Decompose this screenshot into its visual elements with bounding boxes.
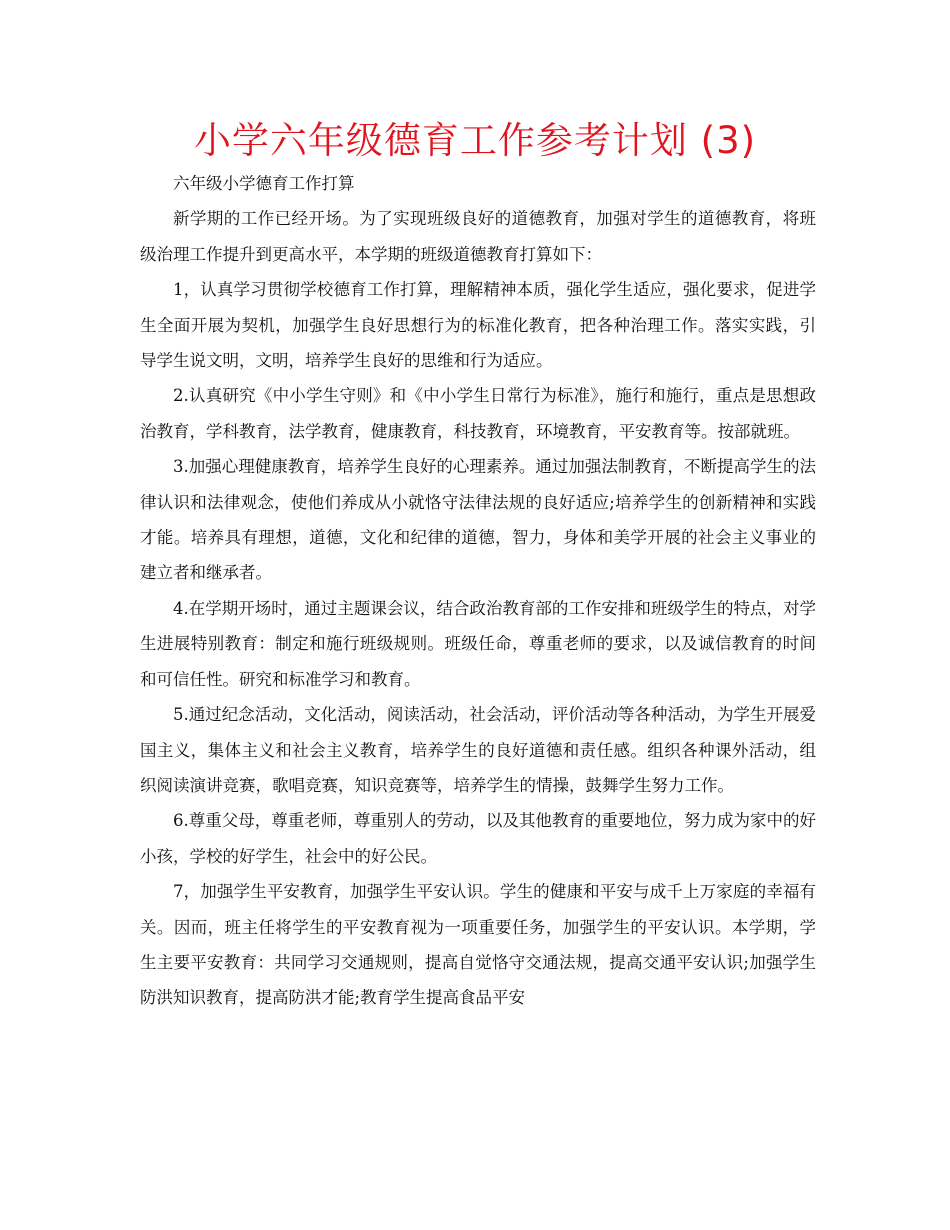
document-body — [140, 166, 816, 1016]
paragraph-item-4: 4.在学期开场时，通过主题课会议，结合政治教育部的工作安排和班级学生的特点，对学生进展特别教育：制定和施行班级规则。班级任命，尊重老师的要求，以及诚信教育的时间和可信任性。研究和标准学习和教育。 — [140, 598, 816, 689]
paragraph-subtitle: 六年级小学德育工作打算 — [173, 174, 355, 193]
paragraph-item-3: 3.加强心理健康教育，培养学生良好的心理素养。通过加强法制教育，不断提高学生的法律认识和法律观念，使他们养成从小就恪守法律法规的良好适应;培养学生的创新精神和实践才能。培养具有理想，道德，文化和纪律的道德，智力，身体和美学开展的社会主义事业的建立者和继承者。 — [140, 457, 816, 583]
document-title: 小学六年级德育工作参考计划 (3) — [193, 119, 757, 162]
paragraph-item-7: 7，加强学生平安教育，加强学生平安认识。学生的健康和平安与成千上万家庭的幸福有关。因而，班主任将学生的平安教育视为一项重要任务，加强学生的平安认识。本学期，学生主要平安教育：共同学习交通规则，提高自觉恪守交通法规，提高交通平安认识;加强学生防洪知识教育，提高防洪才能;教育学生提高食品平安 — [140, 882, 816, 1008]
paragraph-item-2: 2.认真研究《中小学生守则》和《中小学生日常行为标准》，施行和施行，重点是思想政治教育，学科教育，法学教育，健康教育，科技教育，环境教育，平安教育等。按部就班。 — [140, 386, 816, 441]
paragraph-item-6: 6.尊重父母，尊重老师，尊重别人的劳动，以及其他教育的重要地位，努力成为家中的好小孩，学校的好学生，社会中的好公民。 — [140, 811, 816, 866]
paragraph-item-1: 1，认真学习贯彻学校德育工作打算，理解精神本质，强化学生适应，强化要求，促进学生全面开展为契机，加强学生良好思想行为的标准化教育，把各种治理工作。落实实践，引导学生说文明，文明，培养学生良好的思维和行为适应。 — [140, 280, 816, 371]
paragraph-intro: 新学期的工作已经开场。为了实现班级良好的道德教育，加强对学生的道德教育，将班级治理工作提升到更高水平，本学期的班级道德教育打算如下： — [140, 209, 816, 264]
paragraph-item-5: 5.通过纪念活动，文化活动，阅读活动，社会活动，评价活动等各种活动，为学生开展爱国主义，集体主义和社会主义教育，培养学生的良好道德和责任感。组织各种课外活动，组织阅读演讲竞赛，歌唱竞赛，知识竞赛等，培养学生的情操，鼓舞学生努力工作。 — [140, 705, 816, 795]
